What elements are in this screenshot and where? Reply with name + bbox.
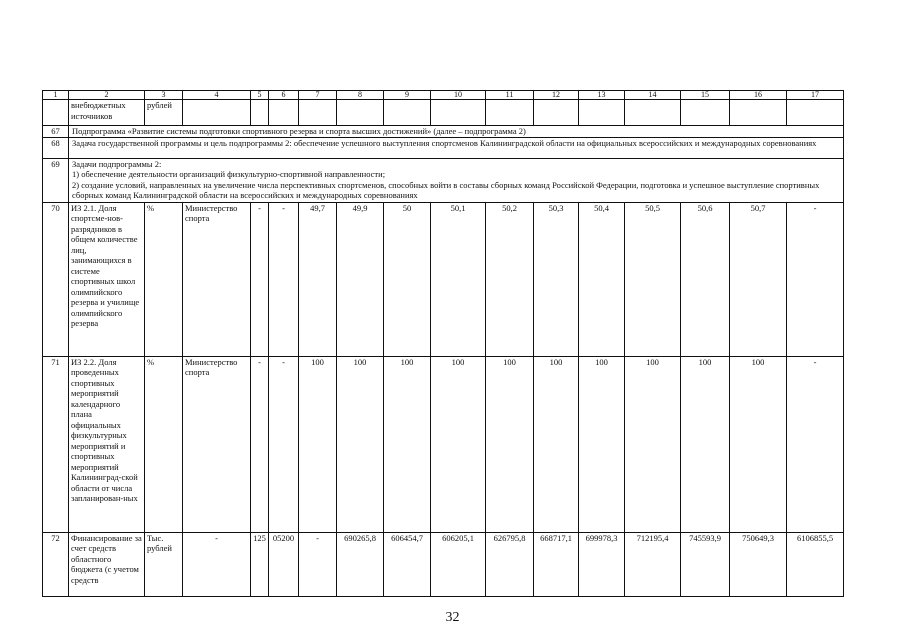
empty-cell [681, 100, 730, 126]
col-header: 1 [43, 91, 69, 100]
page-number: 32 [445, 610, 460, 625]
cell-value: 50 [384, 202, 431, 356]
table-row-71 [43, 356, 844, 532]
cell-value: - [787, 202, 844, 356]
indicator-unit: % [145, 356, 183, 532]
cell-value: 50,5 [625, 202, 681, 356]
column-number-row [43, 91, 844, 100]
cell-value: 100 [681, 356, 730, 532]
cell-value: 712195,4 [625, 532, 681, 596]
empty-cell [183, 100, 251, 126]
cell-value: 50,2 [486, 202, 534, 356]
table-row-continuation [43, 100, 844, 126]
empty-cell [43, 100, 69, 126]
indicator-name: ИЗ 2.2. Доля проведенных спортивных мероприятий календарного плана официальных физкультурных мероприятий и спортивных мероприятий Калининград-ской области от числа запланирован-ных [69, 356, 145, 532]
cell-unit: рублей [145, 100, 183, 126]
cell-value: 100 [579, 356, 625, 532]
table-row-68 [43, 137, 844, 158]
empty-cell [579, 100, 625, 126]
cell-value: 50,3 [534, 202, 579, 356]
cell-value: 49,7 [299, 202, 337, 356]
col-header: 8 [337, 91, 384, 100]
cell-value: 50,1 [431, 202, 486, 356]
empty-cell [251, 100, 269, 126]
col-header: 14 [625, 91, 681, 100]
empty-cell [269, 100, 299, 126]
cell-value: - [269, 356, 299, 532]
row-number: 67 [43, 126, 69, 138]
task-2: 2) создание условий, направленных на увеличение числа перспективных спортсменов, способных войти в составы сборных команд Российской Федерации, подготовка и успешное выступление спортивных сборных команд Калининградской области на всероссийских и международных соревнованиях [72, 179, 820, 200]
cell-value: - [269, 202, 299, 356]
cell-value: 50,7 [730, 202, 787, 356]
cell-value: - [299, 532, 337, 596]
col-header: 4 [183, 91, 251, 100]
cell-value: 05200 [269, 532, 299, 596]
cell-value: 750649,3 [730, 532, 787, 596]
col-header: 11 [486, 91, 534, 100]
cell-value: 606205,1 [431, 532, 486, 596]
empty-cell [625, 100, 681, 126]
indicators-table [42, 90, 844, 597]
empty-cell [486, 100, 534, 126]
responsible-org: Министерство спорта [183, 356, 251, 532]
empty-cell [534, 100, 579, 126]
empty-cell [787, 100, 844, 126]
col-header: 2 [69, 91, 145, 100]
table-row-69 [43, 158, 844, 202]
col-header: 13 [579, 91, 625, 100]
empty-cell [730, 100, 787, 126]
responsible-org: - [183, 532, 251, 596]
table-row-67 [43, 126, 844, 138]
cell-value: - [251, 202, 269, 356]
empty-cell [299, 100, 337, 126]
cell-value: 668717,1 [534, 532, 579, 596]
col-header: 5 [251, 91, 269, 100]
cell-value: 50,6 [681, 202, 730, 356]
cell-value: 606454,7 [384, 532, 431, 596]
indicator-name: Финансирование за счет средств областного бюджета (с учетом средств [69, 532, 145, 596]
row-number: 70 [43, 202, 69, 356]
col-header: 16 [730, 91, 787, 100]
cell-value: 100 [337, 356, 384, 532]
cell-value: 50,4 [579, 202, 625, 356]
indicator-name: ИЗ 2.1. Доля спортсме-нов-разрядников в общем количестве лиц, занимающихся в системе спортивных школ олимпийского резерва и училище олимпийского резерва [69, 202, 145, 356]
col-header: 10 [431, 91, 486, 100]
table-row-70 [43, 202, 844, 356]
table-row-72 [43, 532, 844, 596]
subprogram-title: Подпрограмма «Развитие системы подготовки спортивного резерва и спорта высших достижений» (далее – подпрограмма 2) [69, 126, 844, 138]
cell-value: 690265,8 [337, 532, 384, 596]
row-number: 69 [43, 158, 69, 202]
empty-cell [384, 100, 431, 126]
cell-value: 699978,3 [579, 532, 625, 596]
cell-value: 626795,8 [486, 532, 534, 596]
cell-value: 100 [299, 356, 337, 532]
col-header: 12 [534, 91, 579, 100]
col-header: 7 [299, 91, 337, 100]
subprogram-tasks [69, 158, 844, 202]
empty-cell [337, 100, 384, 126]
document-table-sheet [42, 90, 843, 597]
col-header: 3 [145, 91, 183, 100]
cell-value: 100 [730, 356, 787, 532]
indicator-unit: % [145, 202, 183, 356]
col-header: 17 [787, 91, 844, 100]
row-number: 68 [43, 137, 69, 158]
cell-value: 125 [251, 532, 269, 596]
row-number: 71 [43, 356, 69, 532]
row-number: 72 [43, 532, 69, 596]
cell-value: 100 [625, 356, 681, 532]
cell-value: 100 [431, 356, 486, 532]
cell-value: - [251, 356, 269, 532]
program-goal: Задача государственной программы и цель подпрограммы 2: обеспечение успешного выступления спортсменов Калининградской области на официальных всероссийских и международных соревнованиях [69, 137, 844, 158]
cell-value: 100 [534, 356, 579, 532]
task-1: 1) обеспечение деятельности организаций физкультурно-спортивной направленности; [72, 169, 386, 179]
cell-value: 745593,9 [681, 532, 730, 596]
empty-cell [431, 100, 486, 126]
col-header: 15 [681, 91, 730, 100]
cell-value: - [787, 356, 844, 532]
cell-value: 49,9 [337, 202, 384, 356]
col-header: 9 [384, 91, 431, 100]
cell-value: 100 [486, 356, 534, 532]
indicator-unit: Тыс. рублей [145, 532, 183, 596]
responsible-org: Министерство спорта [183, 202, 251, 356]
cell-value: 6106855,5 [787, 532, 844, 596]
col-header: 6 [269, 91, 299, 100]
cell-value: 100 [384, 356, 431, 532]
cell-name: внебюджетных источников [69, 100, 145, 126]
tasks-heading: Задачи подпрограммы 2: [72, 158, 162, 169]
